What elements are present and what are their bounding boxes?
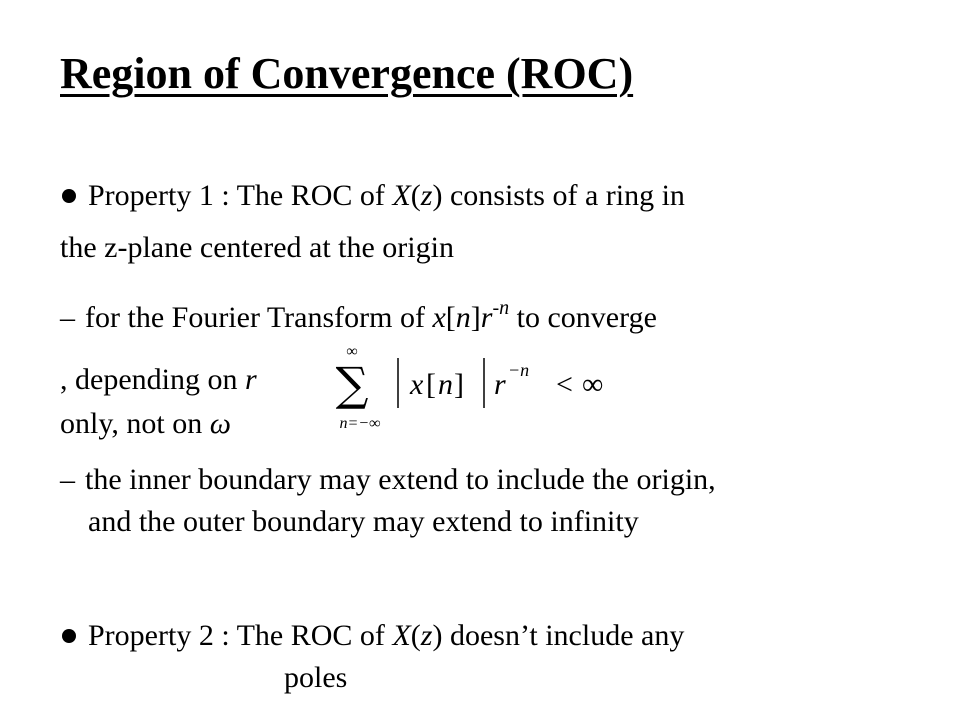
property2-prefix: Property 2 : The ROC of [88, 619, 393, 652]
convergence-formula [330, 344, 630, 434]
fourier-r: r [480, 301, 493, 334]
fourier-prefix: for the Fourier Transform of [85, 301, 433, 334]
formula-infinity: ∞ [582, 368, 604, 401]
property1-var: z [420, 179, 433, 212]
formula-less-than: < [556, 368, 573, 401]
fourier-x: x [432, 301, 446, 334]
property1-close: ) [432, 179, 443, 212]
property2-var: z [420, 619, 433, 652]
sum-upper-limit: ∞ [346, 344, 358, 360]
depending-r: r [244, 363, 257, 396]
property1-line1 [62, 178, 685, 214]
boundary-text1: the inner boundary may extend to include the origin, [85, 463, 716, 496]
formula-n: n [438, 368, 453, 401]
property1-line2: the z-plane centered at the origin [60, 231, 454, 264]
bullet-icon [62, 189, 76, 203]
slide-title: Region of Convergence (ROC) [60, 49, 634, 98]
fourier-line [60, 292, 657, 336]
boundary-line2: and the outer boundary may extend to infinity [88, 505, 639, 538]
only-line [60, 406, 231, 442]
property1-suffix: consists of a ring in [442, 179, 685, 212]
fourier-n: n [455, 301, 471, 334]
fourier-bracket-open: [ [445, 301, 456, 334]
boundary-line1 [60, 462, 716, 498]
sum-symbol: ∑ [335, 357, 369, 411]
formula-x: x [410, 368, 424, 401]
depending-text: , depending on [60, 363, 245, 396]
formula-bracket-open: [ [426, 368, 436, 401]
omega-symbol: ω [209, 407, 231, 440]
fourier-bracket-close: ] [470, 301, 481, 334]
dash-marker: – [60, 301, 75, 334]
property2-open: ( [410, 619, 421, 652]
property1-prefix: Property 1 : The ROC of [88, 179, 393, 212]
fourier-exponent: -n [492, 297, 510, 319]
only-text: only, not on [60, 407, 210, 440]
property2-close: ) [432, 619, 443, 652]
formula-svg [330, 344, 630, 434]
depending-line [60, 362, 257, 398]
dash-marker: – [60, 463, 75, 496]
fourier-suffix: to converge [509, 301, 657, 334]
property2-line1 [62, 618, 684, 654]
formula-exponent: −n [508, 360, 530, 380]
property2-line2: poles [284, 661, 348, 694]
property1-open: ( [410, 179, 421, 212]
property2-suffix: doesn’t include any [442, 619, 685, 652]
formula-r: r [494, 368, 506, 401]
formula-bracket-close: ] [454, 368, 464, 401]
bullet-icon [62, 629, 76, 643]
property2-fn: X [392, 619, 411, 652]
sum-lower-limit: n=−∞ [339, 415, 381, 432]
property1-fn: X [392, 179, 411, 212]
